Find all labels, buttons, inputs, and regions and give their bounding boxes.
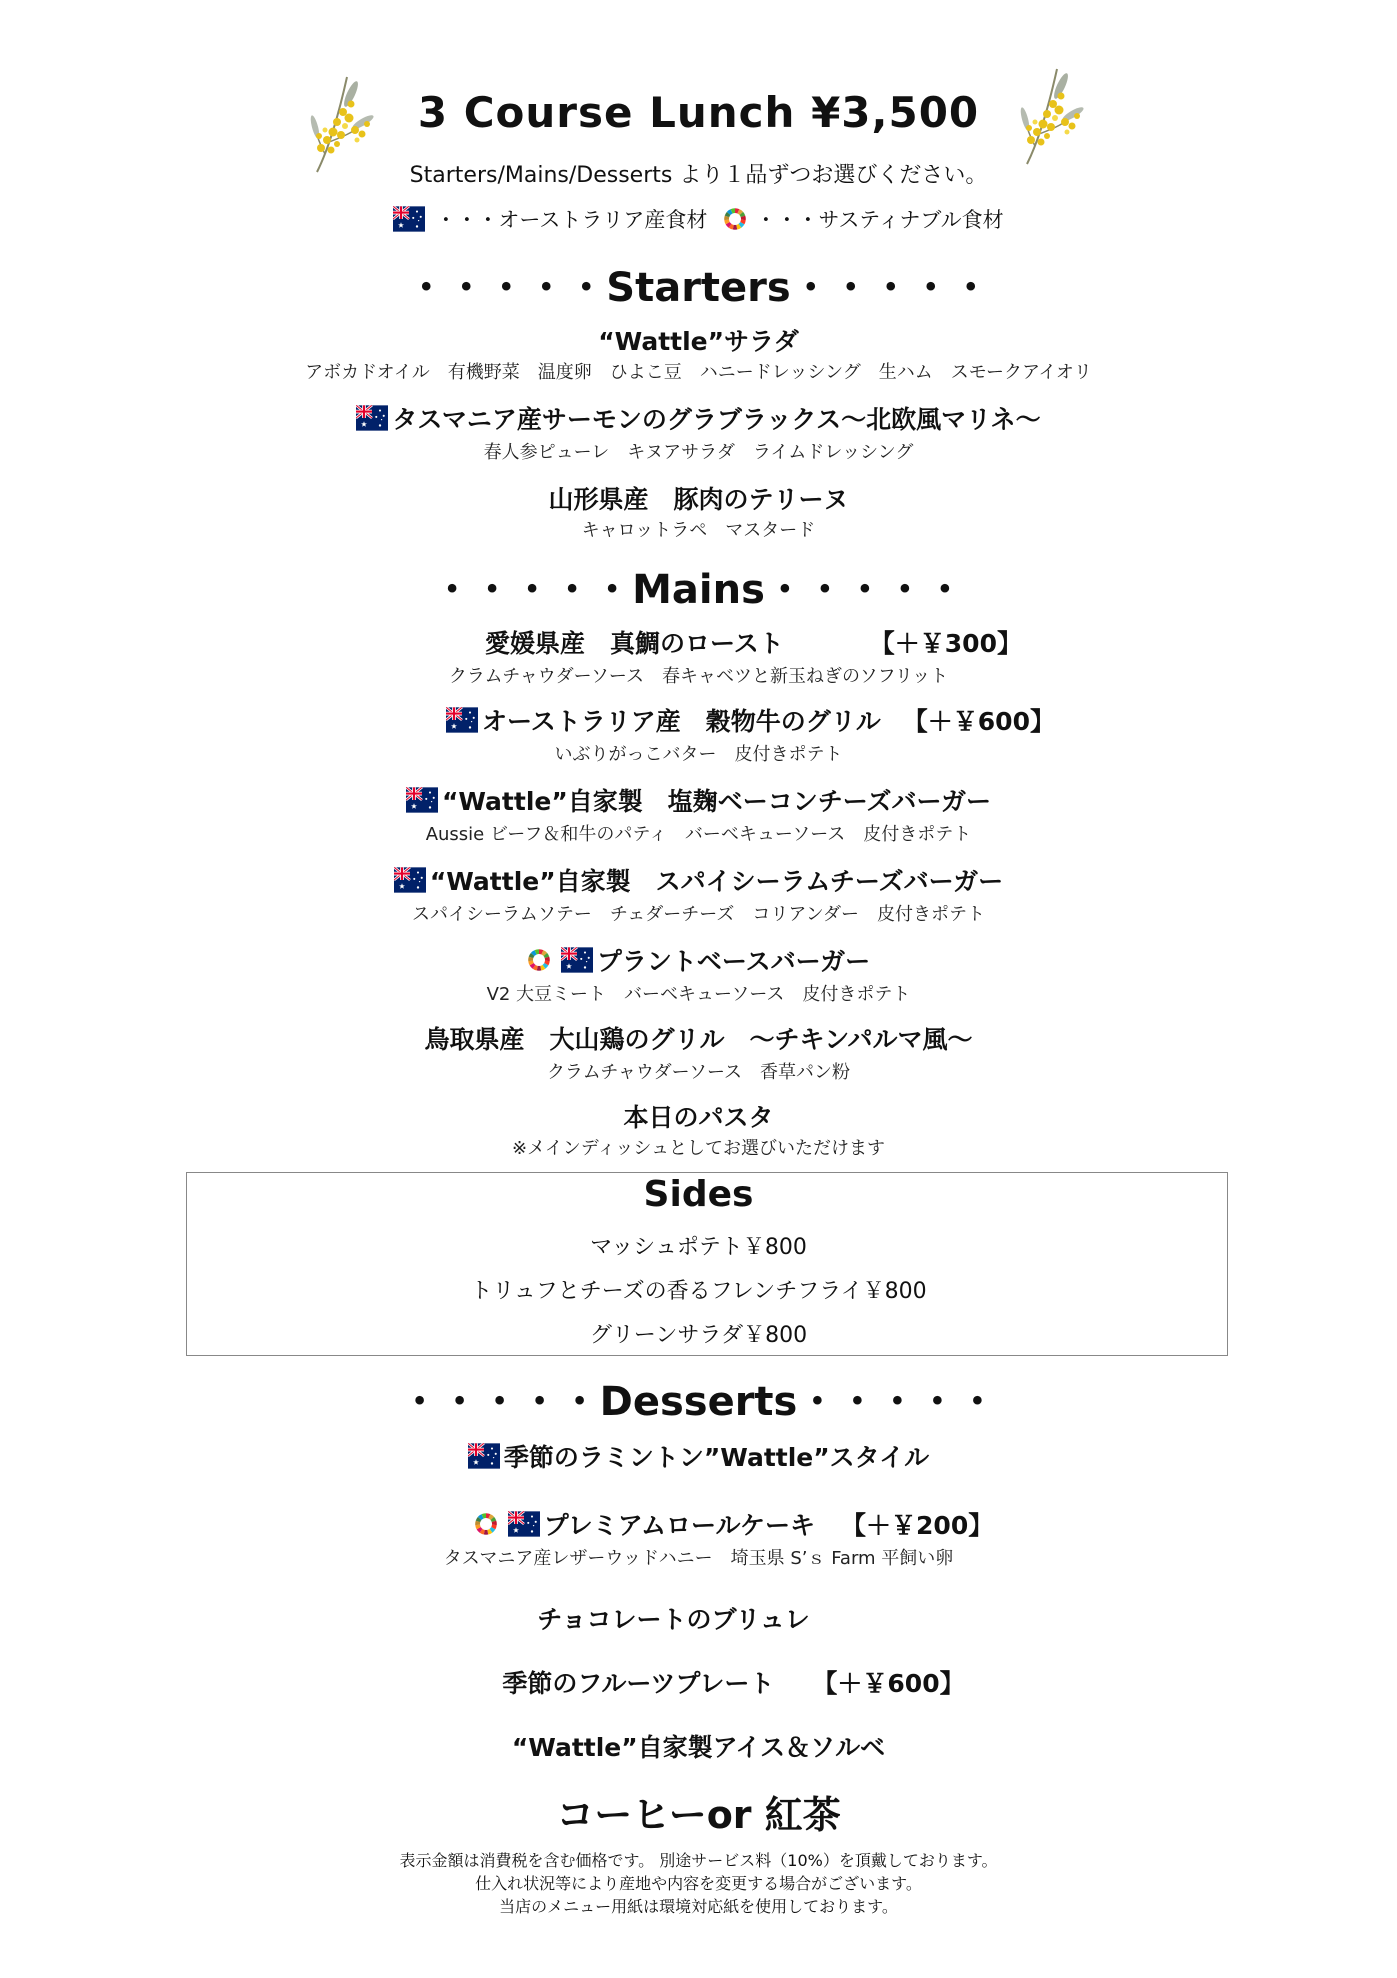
legend <box>0 204 1397 234</box>
main-item <box>0 624 1397 660</box>
australian-flag-icon <box>561 947 593 973</box>
starter-item-desc: キャロットラペ マスタード <box>581 520 816 541</box>
main-item-name: プラントベースバーガー <box>596 947 871 976</box>
desserts-heading: ・・・・・Desserts・・・・・ <box>399 1379 998 1425</box>
main-item-desc: いぶりがっこバター 皮付きポテト <box>554 744 843 765</box>
dessert-item-price: 【＋￥200】 <box>841 1511 994 1540</box>
sdg-wheel-icon <box>474 1512 498 1536</box>
starter-item-name: タスマニア産サーモンのグラブラックス～北欧風マリネ～ <box>392 405 1041 434</box>
drink-line: コーヒーor 紅茶 <box>556 1793 841 1837</box>
starter-item <box>0 400 1397 436</box>
side-item: グリーンサラダ￥800 <box>589 1323 808 1348</box>
footer-note: 表示金額は消費税を含む価格です。 別途サービス料（10%）を頂戴しております。 <box>399 1851 998 1870</box>
australian-flag-icon <box>468 1443 500 1469</box>
main-item-name: 鳥取県産 大山鶏のグリル ～チキンパルマ風～ <box>424 1025 973 1054</box>
australian-flag-icon <box>406 787 438 813</box>
menu-intro: Starters/Mains/Desserts より１品ずつお選びください。 <box>409 163 988 188</box>
main-item-name: “Wattle”自家製 塩麹ベーコンチーズバーガー <box>441 787 992 816</box>
footer-note: 仕入れ状況等により産地や内容を変更する場合がございます。 <box>475 1874 922 1893</box>
main-item-desc: Aussie ビーフ＆和牛のパティ バーベキューソース 皮付きポテト <box>425 824 972 845</box>
legend-sdg-label: ・・・サスティナブル食材 <box>755 208 1004 232</box>
main-item-name: “Wattle”自家製 スパイシーラムチーズバーガー <box>429 867 1004 896</box>
dessert-item-desc: タスマニア産レザーウッドハニー 埼玉県 S’ｓ Farm 平飼い卵 <box>443 1548 954 1569</box>
main-item-name: オーストラリア産 穀物牛のグリル <box>482 707 881 736</box>
australian-flag-icon <box>393 206 425 232</box>
australian-flag-icon <box>446 707 478 733</box>
dessert-item-name: 季節のラミントン”Wattle”スタイル <box>503 1443 930 1472</box>
australian-flag-icon <box>356 405 388 431</box>
main-item <box>0 702 1397 738</box>
dessert-item <box>0 1506 1397 1542</box>
main-item <box>0 942 1397 978</box>
australian-flag-icon <box>394 867 426 893</box>
main-item-desc: V2 大豆ミート バーベキューソース 皮付きポテト <box>486 984 911 1005</box>
dessert-item-price: 【＋￥600】 <box>812 1669 965 1698</box>
side-item: トリュフとチーズの香るフレンチフライ￥800 <box>470 1279 927 1304</box>
starter-item-desc: アボカドオイル 有機野菜 温度卵 ひよこ豆 ハニードレッシング 生ハム スモークアイオリ <box>305 362 1092 383</box>
starters-heading: ・・・・・Starters・・・・・ <box>406 265 991 311</box>
main-item-desc: スパイシーラムソテー チェダーチーズ コリアンダー 皮付きポテト <box>412 904 985 925</box>
main-item <box>0 782 1397 818</box>
main-item-price: 【＋￥600】 <box>902 707 1055 736</box>
dessert-item <box>0 1438 1397 1474</box>
australian-flag-icon <box>508 1511 540 1537</box>
main-item-desc: クラムチャウダーソース 香草パン粉 <box>546 1062 851 1083</box>
main-item <box>0 862 1397 898</box>
dessert-item-name: “Wattle”自家製アイス＆ソルベ <box>511 1733 886 1762</box>
dessert-item-name: チョコレートのブリュレ <box>537 1605 810 1634</box>
sdg-wheel-icon <box>527 948 551 972</box>
main-item-name: 愛媛県産 真鯛のロースト <box>485 629 784 658</box>
menu-title: 3 Course Lunch ¥3,500 <box>417 88 980 137</box>
dessert-item <box>0 1664 1397 1700</box>
mains-heading: ・・・・・Mains・・・・・ <box>432 567 965 613</box>
main-item-name: 本日のパスタ <box>623 1103 774 1132</box>
legend-aus-label: ・・・オーストラリア産食材 <box>435 208 708 232</box>
side-item: マッシュポテト￥800 <box>590 1235 807 1260</box>
dessert-item-name: プレミアムロールケーキ <box>543 1511 816 1540</box>
starter-item-name: “Wattle”サラダ <box>598 327 799 356</box>
starter-item-name: 山形県産 豚肉のテリーヌ <box>548 485 849 514</box>
sdg-wheel-icon <box>723 207 747 231</box>
starter-item-desc: 春人参ピューレ キヌアサラダ ライムドレッシング <box>483 442 914 463</box>
main-item-price: 【＋￥300】 <box>869 629 1022 658</box>
footer-note: 当店のメニュー用紙は環境対応紙を使用しております。 <box>499 1897 898 1916</box>
sides-heading: Sides <box>643 1174 754 1215</box>
dessert-item-name: 季節のフルーツプレート <box>502 1669 775 1698</box>
main-item-desc: ※メインディッシュとしてお選びいただけます <box>512 1138 885 1159</box>
main-item-desc: クラムチャウダーソース 春キャベツと新玉ねぎのソフリット <box>448 666 949 687</box>
